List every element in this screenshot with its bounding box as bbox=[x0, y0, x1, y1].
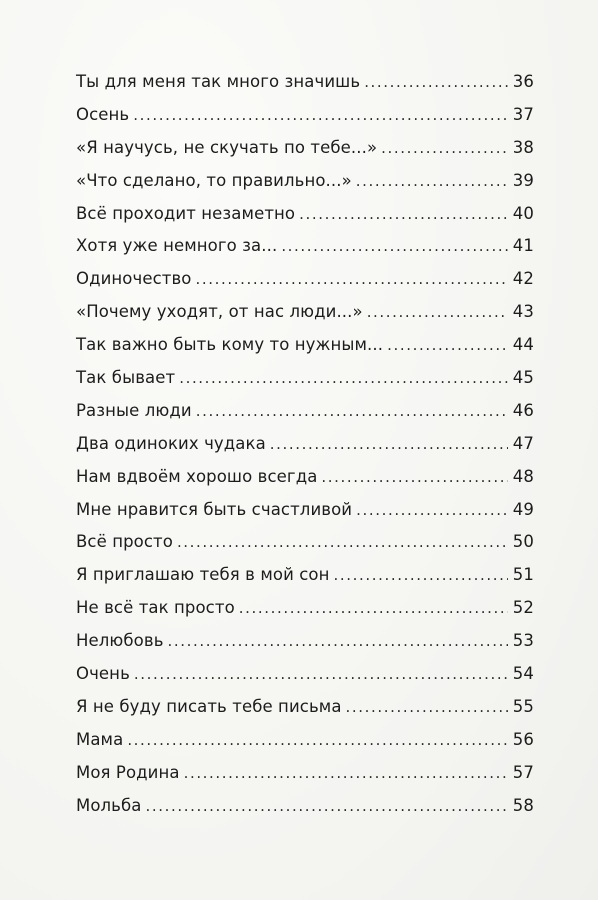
toc-entry-title: Осень bbox=[76, 104, 130, 124]
toc-entry bbox=[76, 796, 534, 829]
table-of-contents bbox=[76, 72, 534, 828]
toc-leader-dots bbox=[196, 402, 508, 420]
toc-entry-title: Хотя уже немного за... bbox=[76, 236, 278, 256]
toc-entry bbox=[76, 72, 534, 105]
toc-entry-page: 36 bbox=[512, 72, 534, 91]
toc-entry-title: «Почему уходят, от нас люди...» bbox=[76, 302, 363, 322]
toc-entry-page: 38 bbox=[512, 137, 534, 157]
toc-entry-title: Нам вдвоём хорошо всегда bbox=[76, 466, 318, 486]
toc-leader-dots bbox=[281, 237, 508, 255]
toc-entry-title: Я не буду писать тебе письма bbox=[76, 696, 342, 716]
toc-leader-dots bbox=[334, 566, 508, 584]
toc-entry-title: Так важно быть кому то нужным... bbox=[76, 335, 384, 355]
toc-entry-title: Мама bbox=[76, 729, 124, 749]
toc-entry-page: 52 bbox=[512, 598, 534, 618]
toc-leader-dots bbox=[270, 435, 508, 453]
toc-entry-page: 48 bbox=[512, 466, 534, 486]
toc-entry bbox=[76, 532, 534, 565]
toc-entry-title: Не всё так просто bbox=[76, 598, 235, 618]
toc-entry-title: Очень bbox=[76, 664, 130, 684]
toc-leader-dots bbox=[387, 336, 508, 354]
toc-entry-page: 55 bbox=[512, 696, 534, 716]
toc-entry-title: «Что сделано, то правильно...» bbox=[76, 170, 352, 190]
toc-entry-title: Одиночество bbox=[76, 269, 192, 289]
toc-entry bbox=[76, 105, 534, 138]
toc-leader-dots bbox=[133, 106, 508, 124]
toc-leader-dots bbox=[127, 731, 508, 749]
toc-entry bbox=[76, 631, 534, 664]
toc-leader-dots bbox=[196, 270, 508, 288]
toc-entry bbox=[76, 565, 534, 598]
toc-leader-dots bbox=[346, 698, 508, 716]
toc-entry bbox=[76, 401, 534, 434]
toc-leader-dots bbox=[177, 533, 508, 551]
toc-entry bbox=[76, 763, 534, 796]
toc-leader-dots bbox=[356, 501, 508, 519]
toc-leader-dots bbox=[321, 468, 508, 486]
toc-entry-title: «Я научусь, не скучать по тебе...» bbox=[76, 137, 378, 157]
toc-entry-page: 46 bbox=[512, 400, 534, 420]
toc-entry-page: 53 bbox=[512, 631, 534, 651]
toc-entry-title: Нелюбовь bbox=[76, 631, 164, 651]
toc-entry-page: 54 bbox=[512, 664, 534, 684]
toc-entry bbox=[76, 434, 534, 467]
toc-entry-title: Я приглашаю тебя в мой сон bbox=[76, 565, 330, 585]
toc-entry bbox=[76, 236, 534, 269]
toc-leader-dots bbox=[134, 665, 508, 683]
toc-entry-page: 40 bbox=[512, 203, 534, 223]
toc-leader-dots bbox=[367, 303, 508, 321]
toc-entry-title: Мне нравится быть счастливой bbox=[76, 499, 353, 519]
toc-entry-page: 37 bbox=[512, 104, 534, 124]
toc-entry bbox=[76, 171, 534, 204]
toc-entry-page: 49 bbox=[512, 499, 534, 519]
toc-entry bbox=[76, 138, 534, 171]
toc-entry bbox=[76, 730, 534, 763]
toc-entry-title: Так бывает bbox=[76, 368, 176, 388]
toc-leader-dots bbox=[239, 599, 508, 617]
toc-leader-dots bbox=[168, 632, 508, 650]
toc-entry-page: 43 bbox=[512, 302, 534, 322]
toc-entry-page: 45 bbox=[512, 368, 534, 388]
toc-entry bbox=[76, 664, 534, 697]
toc-entry-page: 50 bbox=[512, 532, 534, 552]
toc-leader-dots bbox=[299, 205, 508, 223]
toc-entry bbox=[76, 500, 534, 533]
toc-entry-page: 56 bbox=[512, 729, 534, 749]
toc-leader-dots bbox=[146, 797, 509, 815]
toc-entry-title: Ты для меня так много значишь bbox=[76, 72, 361, 91]
toc-entry bbox=[76, 302, 534, 335]
toc-leader-dots bbox=[179, 369, 508, 387]
toc-entry bbox=[76, 335, 534, 368]
toc-leader-dots bbox=[381, 139, 508, 157]
toc-leader-dots bbox=[356, 172, 508, 190]
toc-entry-page: 57 bbox=[512, 762, 534, 782]
toc-entry-title: Два одиноких чудака bbox=[76, 433, 266, 453]
toc-entry-title: Разные люди bbox=[76, 400, 192, 420]
toc-leader-dots bbox=[184, 764, 508, 782]
toc-entry-page: 58 bbox=[512, 795, 534, 815]
toc-entry-page: 39 bbox=[512, 170, 534, 190]
toc-entry bbox=[76, 368, 534, 401]
toc-entry bbox=[76, 598, 534, 631]
toc-entry-page: 41 bbox=[512, 236, 534, 256]
toc-leader-dots bbox=[364, 73, 508, 91]
toc-entry bbox=[76, 697, 534, 730]
toc-entry bbox=[76, 204, 534, 237]
toc-entry-page: 44 bbox=[512, 335, 534, 355]
toc-entry bbox=[76, 467, 534, 500]
toc-entry-title: Моя Родина bbox=[76, 762, 180, 782]
toc-entry-page: 47 bbox=[512, 433, 534, 453]
toc-entry-title: Всё проходит незаметно bbox=[76, 203, 296, 223]
toc-entry-title: Мольба bbox=[76, 795, 142, 815]
toc-entry-page: 51 bbox=[512, 565, 534, 585]
toc-entry-page: 42 bbox=[512, 269, 534, 289]
toc-entry bbox=[76, 269, 534, 302]
toc-entry-title: Всё просто bbox=[76, 532, 173, 552]
